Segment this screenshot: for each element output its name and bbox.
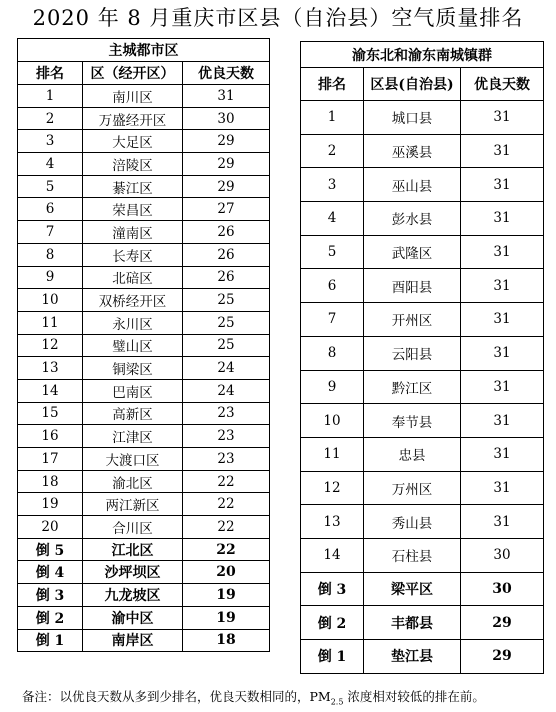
cell-name: 潼南区 — [83, 221, 183, 244]
table-row — [301, 336, 544, 370]
cell-good-days: 26 — [183, 221, 270, 244]
cell-rank: 倒 1 — [301, 640, 364, 674]
cell-rank: 9 — [18, 266, 83, 289]
cell-good-days: 22 — [183, 538, 270, 561]
cell-good-days: 27 — [183, 198, 270, 221]
cell-name: 万州区 — [364, 471, 461, 505]
table-row — [301, 505, 544, 539]
cell-rank: 倒 1 — [18, 629, 83, 652]
cell-good-days: 20 — [183, 561, 270, 584]
cell-name: 城口县 — [364, 101, 461, 135]
table-row — [301, 640, 544, 674]
table-row — [18, 175, 270, 198]
cell-rank: 3 — [18, 130, 83, 153]
cell-name: 合川区 — [83, 516, 183, 539]
cell-name: 奉节县 — [364, 404, 461, 438]
cell-rank: 8 — [18, 243, 83, 266]
table-row — [18, 402, 270, 425]
cell-rank: 3 — [301, 168, 364, 202]
header-rank: 排名 — [18, 62, 83, 85]
table-row — [18, 130, 270, 153]
cell-good-days: 31 — [461, 101, 544, 135]
cell-name: 璧山区 — [83, 334, 183, 357]
cell-name: 南岸区 — [83, 629, 183, 652]
cell-rank: 11 — [301, 437, 364, 471]
cell-good-days: 29 — [183, 153, 270, 176]
table-row — [18, 425, 270, 448]
cell-good-days: 29 — [183, 175, 270, 198]
cell-rank: 倒 2 — [18, 606, 83, 629]
table-row — [18, 107, 270, 130]
table-row — [301, 606, 544, 640]
cell-name: 江北区 — [83, 538, 183, 561]
cell-rank: 倒 4 — [18, 561, 83, 584]
table-row — [18, 606, 270, 629]
cell-rank: 14 — [301, 538, 364, 572]
footnote-subscript: 2.5 — [330, 697, 344, 707]
table-row — [18, 289, 270, 312]
page-title: 2020 年 8 月重庆市区县（自治县）空气质量排名 — [32, 6, 524, 30]
cell-name: 忠县 — [364, 437, 461, 471]
cell-rank: 4 — [301, 202, 364, 236]
cell-good-days: 31 — [461, 471, 544, 505]
cell-rank: 13 — [18, 357, 83, 380]
cell-good-days: 31 — [461, 134, 544, 168]
cell-name: 长寿区 — [83, 243, 183, 266]
cell-name: 双桥经开区 — [83, 289, 183, 312]
cell-name: 綦江区 — [83, 175, 183, 198]
cell-name: 九龙坡区 — [83, 584, 183, 607]
cell-rank: 6 — [301, 269, 364, 303]
cell-name: 渝北区 — [83, 470, 183, 493]
header-district: 区（经开区） — [83, 62, 183, 85]
cell-name: 万盛经开区 — [83, 107, 183, 130]
table-row — [18, 357, 270, 380]
cell-rank: 19 — [18, 493, 83, 516]
cell-name: 武隆区 — [364, 235, 461, 269]
table-row — [18, 629, 270, 652]
cell-good-days: 22 — [183, 516, 270, 539]
table-row — [18, 221, 270, 244]
cell-name: 彭水县 — [364, 202, 461, 236]
table-group-header — [18, 39, 270, 62]
table-row — [301, 404, 544, 438]
table-row — [301, 269, 544, 303]
table-row — [18, 584, 270, 607]
footnote-text: 备注：以优良天数从多到少排名，优良天数相同的，PM — [22, 689, 331, 704]
table-row — [301, 168, 544, 202]
table-row — [18, 334, 270, 357]
cell-rank: 9 — [301, 370, 364, 404]
cell-name: 高新区 — [83, 402, 183, 425]
table-row — [18, 538, 270, 561]
cell-name: 开州区 — [364, 303, 461, 337]
cell-name: 渝中区 — [83, 606, 183, 629]
cell-good-days: 31 — [461, 303, 544, 337]
table-row — [301, 303, 544, 337]
cell-name: 大足区 — [83, 130, 183, 153]
cell-good-days: 31 — [461, 168, 544, 202]
cell-good-days: 23 — [183, 448, 270, 471]
header-rank: 排名 — [301, 68, 364, 101]
cell-good-days: 23 — [183, 425, 270, 448]
table-row — [301, 202, 544, 236]
cell-rank: 16 — [18, 425, 83, 448]
footnote-text-end: 浓度相对较低的排在前。 — [343, 689, 485, 704]
cell-rank: 12 — [18, 334, 83, 357]
cell-rank: 2 — [18, 107, 83, 130]
cell-name: 江津区 — [83, 425, 183, 448]
cell-name: 巫山县 — [364, 168, 461, 202]
cell-name: 永川区 — [83, 311, 183, 334]
table-row — [18, 448, 270, 471]
table-row — [18, 243, 270, 266]
cell-good-days: 19 — [183, 606, 270, 629]
cell-rank: 15 — [18, 402, 83, 425]
cell-rank: 倒 3 — [18, 584, 83, 607]
cell-rank: 倒 2 — [301, 606, 364, 640]
cell-rank: 11 — [18, 311, 83, 334]
cell-rank: 5 — [301, 235, 364, 269]
table-group-header — [301, 42, 544, 68]
cell-rank: 10 — [18, 289, 83, 312]
header-good-days: 优良天数 — [461, 68, 544, 101]
cell-good-days: 30 — [461, 572, 544, 606]
cell-rank: 4 — [18, 153, 83, 176]
cell-good-days: 25 — [183, 311, 270, 334]
cell-name: 大渡口区 — [83, 448, 183, 471]
table-row — [18, 516, 270, 539]
cell-good-days: 29 — [461, 640, 544, 674]
cell-name: 酉阳县 — [364, 269, 461, 303]
table-row — [301, 235, 544, 269]
cell-good-days: 31 — [183, 85, 270, 108]
cell-name: 南川区 — [83, 85, 183, 108]
cell-rank: 倒 3 — [301, 572, 364, 606]
cell-good-days: 29 — [183, 130, 270, 153]
table-row — [18, 153, 270, 176]
table-row — [18, 493, 270, 516]
cell-rank: 18 — [18, 470, 83, 493]
table-row — [18, 379, 270, 402]
cell-good-days: 31 — [461, 235, 544, 269]
cell-name: 沙坪坝区 — [83, 561, 183, 584]
cell-name: 巫溪县 — [364, 134, 461, 168]
header-county: 区县(自治县) — [364, 68, 461, 101]
cell-name: 云阳县 — [364, 336, 461, 370]
cell-good-days: 22 — [183, 470, 270, 493]
table-row — [301, 471, 544, 505]
footnote — [22, 687, 485, 707]
northeast-southeast-ranking-table — [300, 41, 544, 674]
cell-name: 北碚区 — [83, 266, 183, 289]
table-column-headers — [18, 62, 270, 85]
cell-rank: 12 — [301, 471, 364, 505]
cell-good-days: 31 — [461, 404, 544, 438]
cell-rank: 7 — [301, 303, 364, 337]
cell-rank: 倒 5 — [18, 538, 83, 561]
cell-rank: 2 — [301, 134, 364, 168]
header-good-days: 优良天数 — [183, 62, 270, 85]
cell-rank: 1 — [18, 85, 83, 108]
cell-good-days: 19 — [183, 584, 270, 607]
cell-good-days: 18 — [183, 629, 270, 652]
cell-good-days: 31 — [461, 437, 544, 471]
cell-rank: 6 — [18, 198, 83, 221]
cell-name: 铜梁区 — [83, 357, 183, 380]
cell-good-days: 22 — [183, 493, 270, 516]
cell-name: 秀山县 — [364, 505, 461, 539]
table-row — [301, 101, 544, 135]
table-row — [301, 370, 544, 404]
cell-name: 垫江县 — [364, 640, 461, 674]
cell-good-days: 31 — [461, 336, 544, 370]
cell-name: 巴南区 — [83, 379, 183, 402]
cell-good-days: 24 — [183, 379, 270, 402]
cell-rank: 14 — [18, 379, 83, 402]
cell-rank: 17 — [18, 448, 83, 471]
cell-good-days: 30 — [461, 538, 544, 572]
cell-name: 荣昌区 — [83, 198, 183, 221]
cell-good-days: 29 — [461, 606, 544, 640]
cell-good-days: 31 — [461, 505, 544, 539]
cell-rank: 20 — [18, 516, 83, 539]
cell-rank: 10 — [301, 404, 364, 438]
cell-good-days: 31 — [461, 202, 544, 236]
table-row — [18, 470, 270, 493]
cell-good-days: 30 — [183, 107, 270, 130]
cell-good-days: 25 — [183, 334, 270, 357]
table-row — [18, 198, 270, 221]
table-row — [301, 572, 544, 606]
cell-name: 两江新区 — [83, 493, 183, 516]
group-title: 主城都市区 — [18, 39, 270, 62]
cell-name: 梁平区 — [364, 572, 461, 606]
cell-name: 黔江区 — [364, 370, 461, 404]
cell-good-days: 23 — [183, 402, 270, 425]
cell-good-days: 26 — [183, 266, 270, 289]
cell-good-days: 25 — [183, 289, 270, 312]
cell-good-days: 24 — [183, 357, 270, 380]
cell-good-days: 26 — [183, 243, 270, 266]
cell-good-days: 31 — [461, 370, 544, 404]
cell-name: 涪陵区 — [83, 153, 183, 176]
cell-name: 丰都县 — [364, 606, 461, 640]
group-title: 渝东北和渝东南城镇群 — [301, 42, 544, 68]
table-row — [301, 538, 544, 572]
cell-rank: 1 — [301, 101, 364, 135]
cell-good-days: 31 — [461, 269, 544, 303]
table-column-headers — [301, 68, 544, 101]
cell-rank: 5 — [18, 175, 83, 198]
table-row — [18, 266, 270, 289]
table-row — [18, 561, 270, 584]
cell-rank: 7 — [18, 221, 83, 244]
cell-rank: 8 — [301, 336, 364, 370]
table-row — [18, 85, 270, 108]
table-row — [301, 134, 544, 168]
cell-name: 石柱县 — [364, 538, 461, 572]
cell-rank: 13 — [301, 505, 364, 539]
main-urban-ranking-table — [17, 38, 270, 652]
table-row — [18, 311, 270, 334]
table-row — [301, 437, 544, 471]
